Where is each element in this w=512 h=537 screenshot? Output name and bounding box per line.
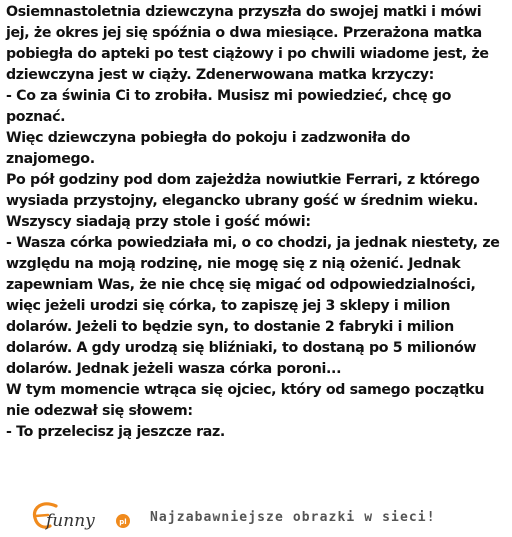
text-line: W tym momencie wtrąca się ojciec, który od samego początku: [6, 382, 485, 398]
text-line: więc jeżeli urodzi się córka, to zapiszę jej 3 sklepy i milion: [6, 298, 451, 314]
text-line: jej, że okres jej się spóźnia o dwa miesiące. Przerażona matka: [6, 25, 482, 41]
tagline: Najzabawniejsze obrazki w sieci!: [150, 510, 436, 525]
text-line: - Wasza córka powiedziała mi, o co chodzi, ja jednak niestety, ze: [6, 235, 500, 251]
text-line: wysiada przystojny, elegancko ubrany gość w średnim wieku.: [6, 193, 479, 209]
text-line: dolarów. A gdy urodzą się bliźniaki, to dostaną po 5 milionów: [6, 340, 477, 356]
text-line: nie odezwał się słowem:: [6, 403, 193, 419]
text-line: dolarów. Jednak jeżeli wasza córka poroni...: [6, 361, 342, 377]
text-line: dziewczyna jest w ciąży. Zdenerwowana matka krzyczy:: [6, 67, 434, 83]
text-line: Po pół godziny pod dom zajeżdża nowiutkie Ferrari, z którego: [6, 172, 480, 188]
text-line: - To przelecisz ją jeszcze raz.: [6, 424, 225, 440]
text-line: zapewniam Was, że nie chcę się migać od odpowiedzialności,: [6, 277, 476, 293]
text-line: względu na moją rodzinę, nie mogę się z nią ożenić. Jednak: [6, 256, 461, 272]
logo-text: funny: [46, 511, 95, 531]
text-line: Osiemnastoletnia dziewczyna przyszła do swojej matki i mówi: [6, 4, 482, 20]
joke-text: [6, 2, 508, 443]
text-line: dolarów. Jeżeli to będzie syn, to dostanie 2 fabryki i milion: [6, 319, 454, 335]
text-line: pobiegła do apteki po test ciążowy i po chwili wiadome jest, że: [6, 46, 489, 62]
text-line: Więc dziewczyna pobiegła do pokoju i zadzwoniła do: [6, 130, 410, 146]
text-line: - Co za świnia Ci to zrobiła. Musisz mi powiedzieć, chcę go: [6, 88, 452, 104]
text-line: Wszyscy siadają przy stole i gość mówi:: [6, 214, 311, 230]
text-line: poznać.: [6, 109, 66, 125]
logo-badge: pl: [119, 518, 127, 526]
watermark-footer: [0, 496, 512, 537]
text-line: znajomego.: [6, 151, 95, 167]
funny-logo: [26, 498, 136, 536]
